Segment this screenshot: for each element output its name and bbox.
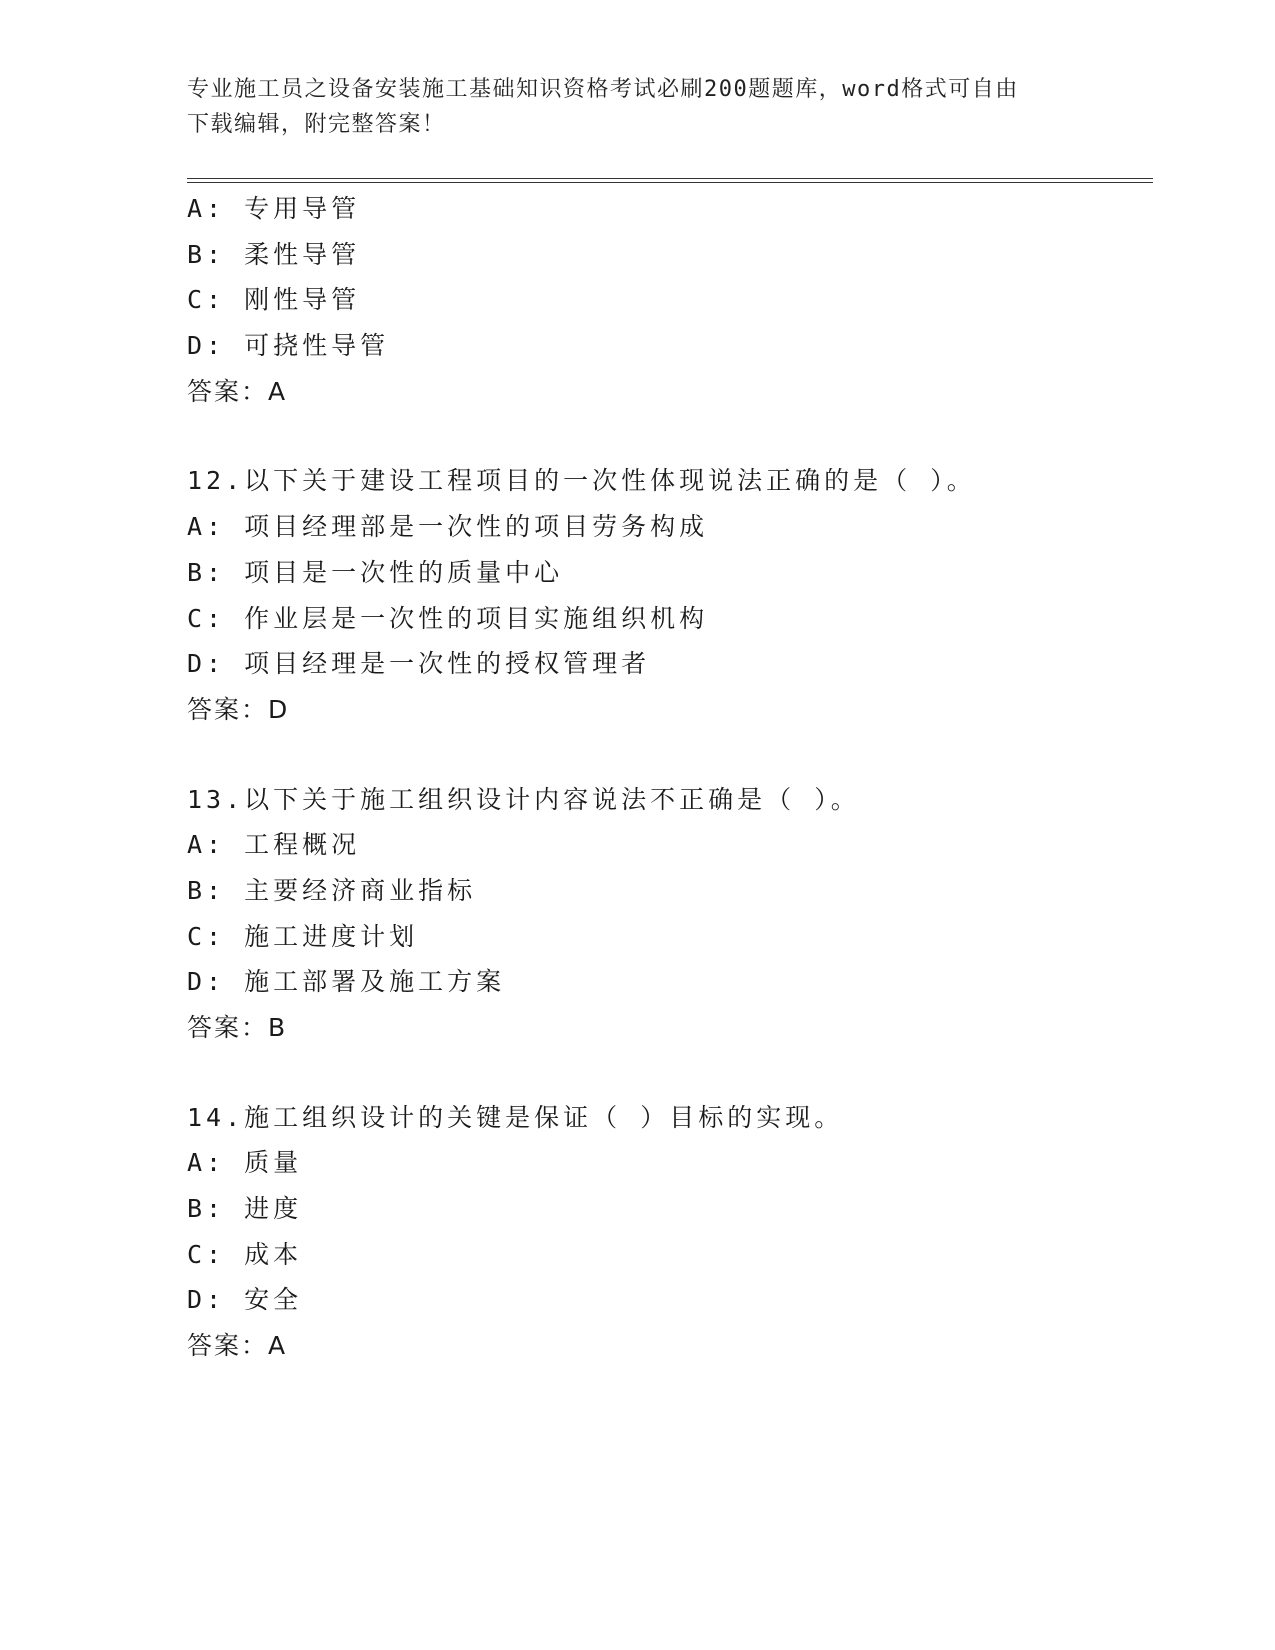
option-d: D: 施工部署及施工方案 <box>187 967 506 997</box>
question-block-11 <box>187 186 1147 414</box>
option-d: D: 可挠性导管 <box>187 331 390 361</box>
question-block-13 <box>187 777 1147 1051</box>
option-d: D: 项目经理是一次性的授权管理者 <box>187 649 651 679</box>
question-text: 14.施工组织设计的关键是保证（ ）目标的实现。 <box>187 1102 844 1132</box>
answer-line: 答案：A <box>187 1331 288 1361</box>
option-b: B: 主要经济商业指标 <box>187 875 477 905</box>
answer-line: 答案：A <box>187 376 288 406</box>
option-c: C: 施工进度计划 <box>187 921 419 951</box>
question-list <box>187 186 1147 1369</box>
header-divider <box>187 178 1153 183</box>
option-c: C: 成本 <box>187 1239 303 1269</box>
answer-line: 答案：D <box>187 694 290 724</box>
question-block-14 <box>187 1095 1147 1369</box>
option-a: A: 专用导管 <box>187 194 361 223</box>
option-a: A: 工程概况 <box>187 830 361 860</box>
document-header <box>187 72 1087 142</box>
question-text: 12.以下关于建设工程项目的一次性体现说法正确的是（ ）。 <box>187 466 976 496</box>
option-b: B: 进度 <box>187 1194 303 1224</box>
option-c: C: 刚性导管 <box>187 285 361 315</box>
option-c: C: 作业层是一次性的项目实施组织机构 <box>187 603 709 633</box>
header-line-2: 下载编辑，附完整答案！ <box>187 112 446 137</box>
question-text: 13.以下关于施工组织设计内容说法不正确是（ ）。 <box>187 784 860 814</box>
option-a: A: 项目经理部是一次性的项目劳务构成 <box>187 512 709 542</box>
option-b: B: 项目是一次性的质量中心 <box>187 557 564 587</box>
answer-line: 答案：B <box>187 1013 288 1042</box>
header-line-1: 专业施工员之设备安装施工基础知识资格考试必刷200题题库，word格式可自由 <box>187 77 1019 102</box>
option-a: A: 质量 <box>187 1148 303 1178</box>
question-block-12 <box>187 458 1147 732</box>
option-b: B: 柔性导管 <box>187 239 361 269</box>
option-d: D: 安全 <box>187 1285 303 1315</box>
